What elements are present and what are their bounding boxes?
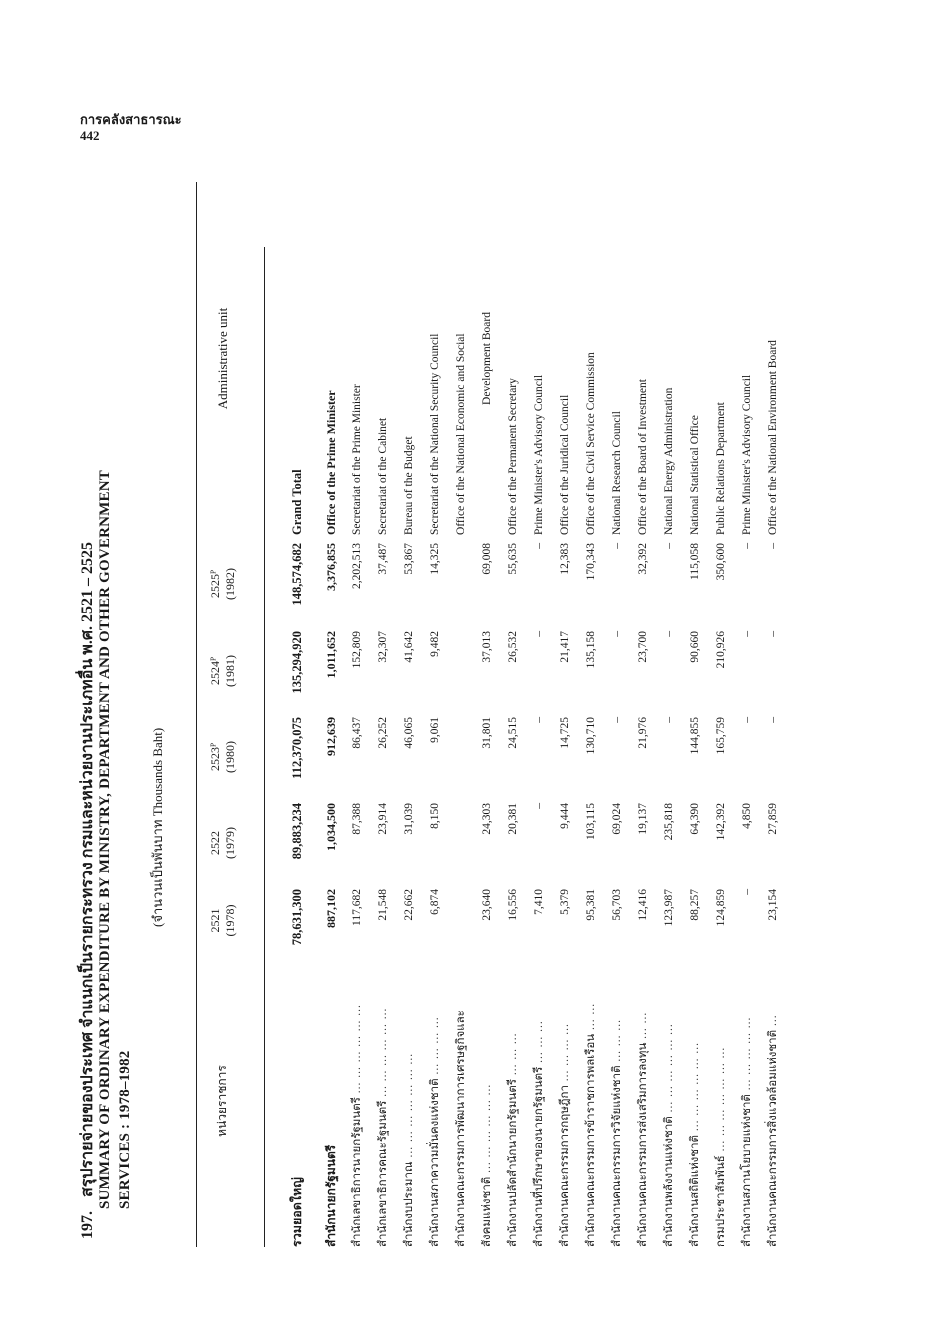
value-cell: 46,065	[403, 717, 415, 749]
value-cell: 152,809	[351, 631, 363, 669]
table-title-thai: สรุปรายจ่ายของประเทศ จำแนกเป็นรายกระทรวง กรมและหน่วยงานประเภทอื่น พ.ศ. 2521 – 2525	[79, 542, 96, 1197]
thai-unit-name	[477, 955, 497, 1247]
value-cell: 1,011,652	[324, 631, 338, 679]
page-category-label: การคลังสาธารณะ	[80, 112, 182, 127]
value-cell: 135,158	[585, 631, 597, 669]
value-cell: 53,867	[403, 543, 415, 575]
table-row	[581, 182, 601, 1247]
table-row	[607, 182, 627, 1247]
value-cell: 69,024	[611, 803, 623, 835]
value-cell: 142,392	[715, 803, 727, 841]
admin-unit-name: Office of the Civil Service Commission	[585, 352, 597, 535]
thai-unit-name	[373, 955, 393, 1247]
leader-dots: ...	[767, 1014, 779, 1030]
value-cell: 887,102	[324, 889, 338, 928]
leader-dots: ... ... ... ... ... ...	[377, 1007, 389, 1101]
thai-unit-text: สำนักงานคณะกรรมการส่งเสริมการลงทุน	[637, 1042, 649, 1247]
value-cell: 78,631,300	[290, 889, 304, 946]
value-cell: 31,801	[481, 717, 493, 749]
admin-unit-name: National Statistical Office	[689, 415, 701, 535]
value-cell: 912,639	[324, 717, 338, 756]
admin-unit-name: Office of the National Economic and Social	[455, 333, 467, 535]
value-cell: 69,008	[481, 543, 493, 575]
column-header-1981	[208, 631, 238, 711]
table-row	[529, 182, 549, 1247]
value-cell: 27,859	[767, 803, 779, 835]
value-cell: 90,660	[689, 631, 701, 663]
value-cell: 41,642	[403, 631, 415, 663]
value-cell: 64,390	[689, 803, 701, 835]
admin-unit-name: Prime Minister's Advisory Council	[741, 374, 753, 535]
value-cell: –	[741, 889, 753, 895]
thai-unit-text: สำนักเลขาธิการคณะรัฐมนตรี	[377, 1100, 389, 1247]
leader-dots: ... ... ... ... ... ...	[481, 1083, 493, 1177]
value-cell: –	[663, 543, 675, 549]
value-cell: 9,061	[429, 717, 441, 743]
table-row	[633, 182, 653, 1247]
page-header	[80, 112, 280, 144]
leader-dots: ... ... ...	[507, 1032, 519, 1080]
value-cell: –	[767, 631, 779, 637]
value-cell: 148,574,682	[290, 543, 304, 606]
admin-unit-name: National Research Council	[611, 411, 623, 535]
table-row	[373, 182, 393, 1247]
thai-unit-name	[711, 955, 731, 1247]
admin-unit-name: Prime Minister's Advisory Council	[533, 374, 545, 535]
admin-unit-name: Office of the Prime Minister	[324, 390, 338, 535]
value-cell: –	[611, 543, 623, 549]
value-cell: 9,444	[559, 803, 571, 829]
value-cell: 88,257	[689, 889, 701, 921]
value-cell: 23,700	[637, 631, 649, 663]
page-number: 442	[80, 128, 100, 143]
value-cell: 21,417	[559, 631, 571, 663]
thai-unit-text: สำนักงานคณะกรรมการพัฒนาการเศรษฐกิจและ	[455, 1010, 467, 1247]
table-row	[477, 182, 497, 1247]
value-cell: 23,154	[767, 889, 779, 921]
value-cell: 22,662	[403, 889, 415, 921]
value-cell: 26,252	[377, 717, 389, 749]
table-row	[763, 182, 783, 1247]
admin-unit-name: Grand Total	[290, 469, 304, 535]
admin-unit-name: Office of the National Environment Board	[767, 340, 779, 535]
value-cell: 103,115	[585, 803, 597, 840]
value-cell: 1,034,500	[324, 803, 338, 851]
value-cell: 32,392	[637, 543, 649, 575]
thai-unit-text: สำนักงานสถิติแห่งชาติ	[689, 1134, 701, 1247]
thai-unit-name	[659, 955, 679, 1247]
value-cell: –	[663, 631, 675, 637]
leader-dots: ... ...	[585, 1002, 597, 1034]
value-cell: –	[741, 543, 753, 549]
value-cell: 8,150	[429, 803, 441, 829]
value-cell: 24,303	[481, 803, 493, 835]
value-cell: 4,850	[741, 803, 753, 829]
value-cell: –	[767, 717, 779, 723]
year-be-label: 2521	[208, 908, 222, 933]
value-cell: 37,487	[377, 543, 389, 575]
leader-dots: ... ... ... ... ...	[741, 1016, 753, 1095]
value-cell: 3,376,855	[324, 543, 338, 591]
value-cell: 95,381	[585, 889, 597, 921]
thai-unit-name	[763, 955, 783, 1247]
value-cell: –	[611, 631, 623, 637]
thai-unit-name	[347, 955, 367, 1247]
value-cell: 2,202,513	[351, 543, 363, 589]
thai-unit-name	[633, 955, 653, 1247]
admin-unit-name: Office of the Permanent Secretary	[507, 378, 519, 535]
thai-unit-text: สำนักนายกรัฐมนตรี	[324, 1144, 338, 1247]
value-cell: 26,532	[507, 631, 519, 663]
table-number: 197.	[79, 1211, 96, 1239]
admin-unit-name: Development Board	[481, 312, 493, 405]
thai-unit-name	[425, 955, 445, 1247]
leader-dots: ... ... ... ... ... ...	[351, 1004, 363, 1098]
thai-unit-text: สำนักงานคณะกรรมการสิ่งแวดล้อมแห่งชาติ	[767, 1029, 779, 1247]
table-row	[451, 182, 471, 1247]
value-cell: 23,640	[481, 889, 493, 921]
thai-unit-text: กรมประชาสัมพันธ์	[715, 1155, 727, 1247]
thai-unit-text: สังคมแห่งชาติ	[481, 1176, 493, 1247]
table-row	[503, 182, 523, 1247]
leader-dots: ... ... ... ...	[559, 1023, 571, 1086]
thai-unit-text: สำนักงานพลังงานแห่งชาติ	[663, 1116, 675, 1247]
admin-unit-name: Secretariat of the Prime Minister	[351, 384, 363, 535]
value-cell: 235,818	[663, 803, 675, 841]
table-row	[425, 182, 445, 1247]
value-cell: –	[741, 717, 753, 723]
value-cell: 56,703	[611, 889, 623, 921]
value-cell: 117,682	[351, 889, 363, 926]
value-cell: 20,381	[507, 803, 519, 835]
admin-unit-name: Office of the Board of Investment	[637, 379, 649, 535]
value-cell: 7,410	[533, 889, 545, 915]
value-cell: 6,874	[429, 889, 441, 915]
table-row	[399, 182, 419, 1247]
thai-unit-name	[321, 955, 341, 1247]
admin-unit-name: Office of the Juridical Council	[559, 394, 571, 535]
year-be-label: 2525ᴾ	[208, 570, 222, 598]
thai-unit-name	[607, 955, 627, 1247]
year-ce-label: (1980)	[223, 741, 237, 773]
admin-unit-name: National Energy Administration	[663, 387, 675, 535]
thai-unit-name	[287, 955, 307, 1247]
table-row	[321, 182, 341, 1247]
thai-unit-text: สำนักงานคณะกรรมการวิจัยแห่งชาติ	[611, 1065, 623, 1247]
thai-unit-name	[737, 955, 757, 1247]
value-cell: 112,370,075	[290, 717, 304, 779]
table-row	[685, 182, 705, 1247]
thai-unit-name	[529, 955, 549, 1247]
value-cell: 170,343	[585, 543, 597, 581]
value-cell: 135,294,920	[290, 631, 304, 694]
value-cell: 165,759	[715, 717, 727, 755]
thai-unit-name	[503, 955, 523, 1247]
value-cell: –	[533, 803, 545, 809]
admin-unit-name: Secretariat of the National Security Council	[429, 333, 441, 535]
value-cell: 350,600	[715, 543, 727, 581]
column-header-1980	[208, 717, 238, 797]
table-row	[711, 182, 731, 1247]
column-header-1982	[208, 543, 238, 625]
thai-unit-text: สำนักงานสภาความมั่นคงแห่งชาติ	[429, 1078, 441, 1247]
value-cell: –	[663, 717, 675, 723]
admin-unit-name: Secretariat of the Cabinet	[377, 417, 389, 535]
thai-unit-name	[555, 955, 575, 1247]
leader-dots: ... ... ... ...	[429, 1016, 441, 1079]
thai-unit-name	[451, 955, 471, 1247]
table-row	[347, 182, 367, 1247]
thai-unit-text: สำนักงานคณะกรรมการกฤษฎีกา	[559, 1085, 571, 1247]
thai-unit-text: สำนักงานปลัดสำนักนายกรัฐมนตรี	[507, 1079, 519, 1247]
value-cell: 55,635	[507, 543, 519, 575]
value-cell: 19,137	[637, 803, 649, 835]
leader-dots: ... ... ... ... ... ...	[689, 1041, 701, 1135]
value-cell: 12,416	[637, 889, 649, 921]
value-cell: 9,482	[429, 631, 441, 657]
value-cell: 21,548	[377, 889, 389, 921]
value-cell: 37,013	[481, 631, 493, 663]
column-header-1979	[208, 803, 238, 883]
year-ce-label: (1981)	[223, 655, 237, 687]
leader-dots: ... ... ... ... ... ... ...	[403, 1052, 415, 1162]
value-cell: 89,883,234	[290, 803, 304, 860]
thai-unit-text: สำนักงานที่ปรึกษาของนายกรัฐมนตรี	[533, 1066, 545, 1247]
year-ce-label: (1982)	[223, 568, 237, 600]
value-cell: –	[533, 717, 545, 723]
rotated-table-page	[75, 182, 875, 1247]
year-be-label: 2523ᴾ	[208, 743, 222, 771]
thai-unit-text: รวมยอดใหญ่	[290, 1177, 304, 1247]
value-cell: 14,325	[429, 543, 441, 575]
table-top-rule	[196, 182, 197, 1247]
thai-unit-name	[581, 955, 601, 1247]
year-be-label: 2524ᴾ	[208, 657, 222, 685]
value-cell: 144,855	[689, 717, 701, 755]
value-cell: 210,926	[715, 631, 727, 669]
value-cell: 16,556	[507, 889, 519, 921]
table-title-english-line-1: SUMMARY OF ORDINARY EXPENDITURE BY MINISTRY, DEPARTMENT AND OTHER GOVERNMENT	[97, 470, 113, 1209]
value-cell: 123,987	[663, 889, 675, 927]
table-row	[555, 182, 575, 1247]
table-row	[659, 182, 679, 1247]
value-cell: 24,515	[507, 717, 519, 749]
value-cell: 130,710	[585, 717, 597, 755]
value-cell: –	[611, 717, 623, 723]
value-cell: –	[533, 631, 545, 637]
value-cell: 12,383	[559, 543, 571, 575]
table-row	[737, 182, 757, 1247]
value-cell: 32,307	[377, 631, 389, 663]
year-ce-label: (1978)	[223, 904, 237, 937]
thai-unit-text: สำนักเลขาธิการนายกรัฐมนตรี	[351, 1097, 363, 1247]
value-cell: 115,058	[689, 543, 701, 580]
value-cell: 23,914	[377, 803, 389, 835]
leader-dots: ... ... ...	[533, 1020, 545, 1067]
admin-unit-name: Bureau of the Budget	[403, 436, 415, 535]
table-title-english-line-2: SERVICES : 1978–1982	[117, 1050, 133, 1209]
value-cell: 31,039	[403, 803, 415, 835]
value-cell: 5,379	[559, 889, 571, 915]
value-cell: 14,725	[559, 717, 571, 749]
value-cell: –	[533, 543, 545, 549]
value-cell: –	[741, 631, 753, 637]
leader-dots: ... ...	[637, 1011, 649, 1043]
thai-unit-text: สำนักงานคณะกรรมการข้าราชการพลเรือน	[585, 1033, 597, 1247]
year-be-label: 2522	[208, 831, 222, 855]
column-header-1978	[208, 889, 238, 952]
value-cell: 86,437	[351, 717, 363, 749]
table-row	[287, 182, 307, 1247]
leader-dots: ... ... ... ... ... ... ...	[715, 1046, 727, 1156]
leader-dots: ... ... ...	[611, 1018, 623, 1066]
leader-dots: ... ... ... ... ... ...	[663, 1023, 675, 1117]
table-header-rule	[264, 247, 265, 1247]
column-header-admin-unit: Administrative unit	[215, 307, 230, 410]
column-header-thai-unit: หน่วยราชการ	[215, 1065, 229, 1137]
value-cell: –	[767, 543, 779, 549]
value-cell: 21,976	[637, 717, 649, 749]
year-ce-label: (1979)	[223, 827, 237, 859]
thai-unit-text: สำนักงบประมาณ	[403, 1161, 415, 1247]
unit-note: (จำนวนเป็นพันบาท Thousands Baht)	[150, 727, 165, 927]
thai-unit-text: สำนักงานสภานโยบายแห่งชาติ	[741, 1094, 753, 1247]
thai-unit-name	[685, 955, 705, 1247]
thai-unit-name	[399, 955, 419, 1247]
value-cell: 87,388	[351, 803, 363, 835]
admin-unit-name: Public Relations Department	[715, 402, 727, 535]
value-cell: 124,859	[715, 889, 727, 927]
